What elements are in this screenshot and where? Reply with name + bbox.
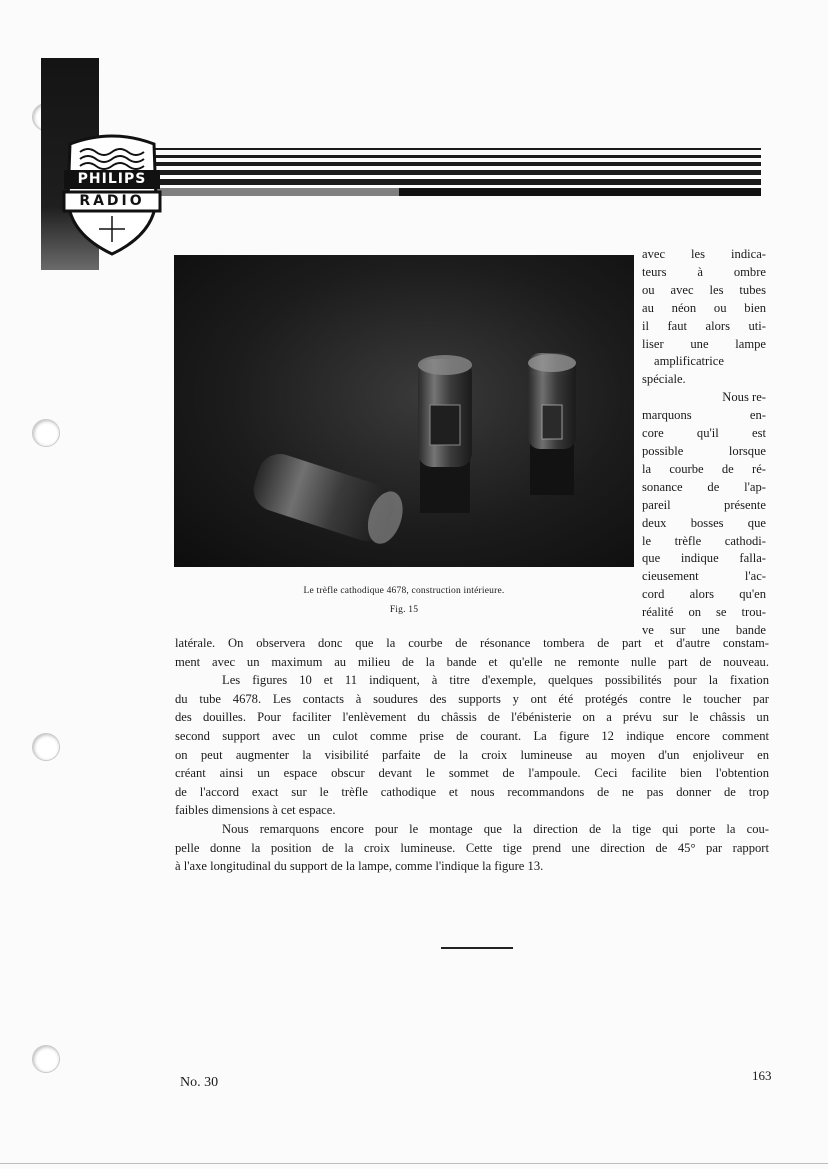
body-line: on peut augmenter la visibilité parfaite de la croix lumineuse au moyen d'un enjoliveur en: [175, 747, 769, 762]
side-line: le trèfle cathodi-: [642, 533, 766, 548]
logo-word-radio: RADIO: [79, 193, 145, 209]
side-line: Nous re-: [722, 390, 766, 405]
body-line: pelle donne la position de la croix lumineuse. Cette tige prend une direction de 45° par rapport: [175, 840, 769, 855]
side-line: cord alors qu'en: [642, 587, 766, 602]
page-bottom-line: [0, 1163, 828, 1164]
side-line: réalité on se trou-: [642, 605, 766, 620]
side-line: spéciale.: [642, 372, 686, 387]
side-line: possible lorsque: [642, 443, 766, 458]
body-line: latérale. On observera donc que la courbe de résonance tombera de part et d'autre constam-: [175, 636, 769, 650]
body-line: faibles dimensions à cet espace.: [175, 803, 336, 818]
side-line: amplificatrice: [654, 354, 724, 369]
side-line: ou avec les tubes: [642, 282, 766, 297]
body-line: à l'axe longitudinal du support de la lampe, comme l'indique la figure 13.: [175, 859, 544, 874]
body-text: [175, 634, 769, 876]
body-line: des douilles. Pour faciliter l'enlèvement du châssis de l'ébénisterie on a prévu sur le châssis un: [175, 710, 769, 725]
body-line: Nous remarquons encore pour le montage que la direction de la tige qui porte la cou-: [222, 821, 769, 836]
side-line: cieusement l'ac-: [642, 569, 766, 584]
side-column-text: [642, 246, 766, 640]
page-number: 163: [752, 1068, 772, 1083]
side-line: deux bosses que: [642, 515, 766, 530]
figure-label: Fig. 15: [389, 605, 419, 615]
figure-caption: Le trèfle cathodique 4678, construction intérieure.: [303, 586, 505, 596]
issue-number: No. 30: [180, 1075, 219, 1090]
section-end-rule: [441, 947, 513, 949]
body-line: ment avec un maximum au milieu de la bande et qu'elle ne remonte nulle part de nouveau.: [175, 654, 769, 669]
side-line: la courbe de ré-: [642, 461, 766, 476]
side-line: avec les indica-: [642, 247, 766, 261]
philips-radio-logo: [62, 130, 162, 256]
side-line: teurs à ombre: [642, 264, 766, 279]
side-line: marquons en-: [642, 408, 766, 423]
body-line: créant ainsi un espace obscur devant le sommet de l'ampoule. Ceci facilite bien l'obtention: [175, 766, 769, 781]
side-line: sonance de l'ap-: [642, 479, 766, 494]
side-line: ve sur une bande: [642, 623, 766, 638]
header-stripes: [99, 148, 761, 198]
binder-hole-4: [32, 1045, 60, 1073]
side-line: que indique falla-: [642, 551, 766, 566]
body-line: du tube 4678. Les contacts à soudures des supports y ont été protégés contre le toucher par: [175, 691, 769, 706]
body-line: de l'accord exact sur le trèfle cathodique et nous recommandons de ne pas donner de trop: [175, 784, 769, 799]
binder-hole-2: [32, 419, 60, 447]
side-line: pareil présente: [642, 497, 766, 512]
body-line: Les figures 10 et 11 indiquent, à titre d'exemple, quelques possibilités pour la fixation: [222, 673, 769, 688]
side-line: au néon ou bien: [642, 300, 766, 315]
binder-hole-3: [32, 733, 60, 761]
side-line: core qu'il est: [642, 426, 766, 441]
side-line: il faut alors uti-: [642, 318, 766, 333]
logo-word-philips: PHILIPS: [77, 171, 147, 187]
figure-photo-tubes: [174, 255, 634, 567]
body-line: second support avec un culot comme prise de courant. La figure 12 indique encore comment: [175, 728, 769, 743]
side-line: liser une lampe: [642, 336, 766, 351]
